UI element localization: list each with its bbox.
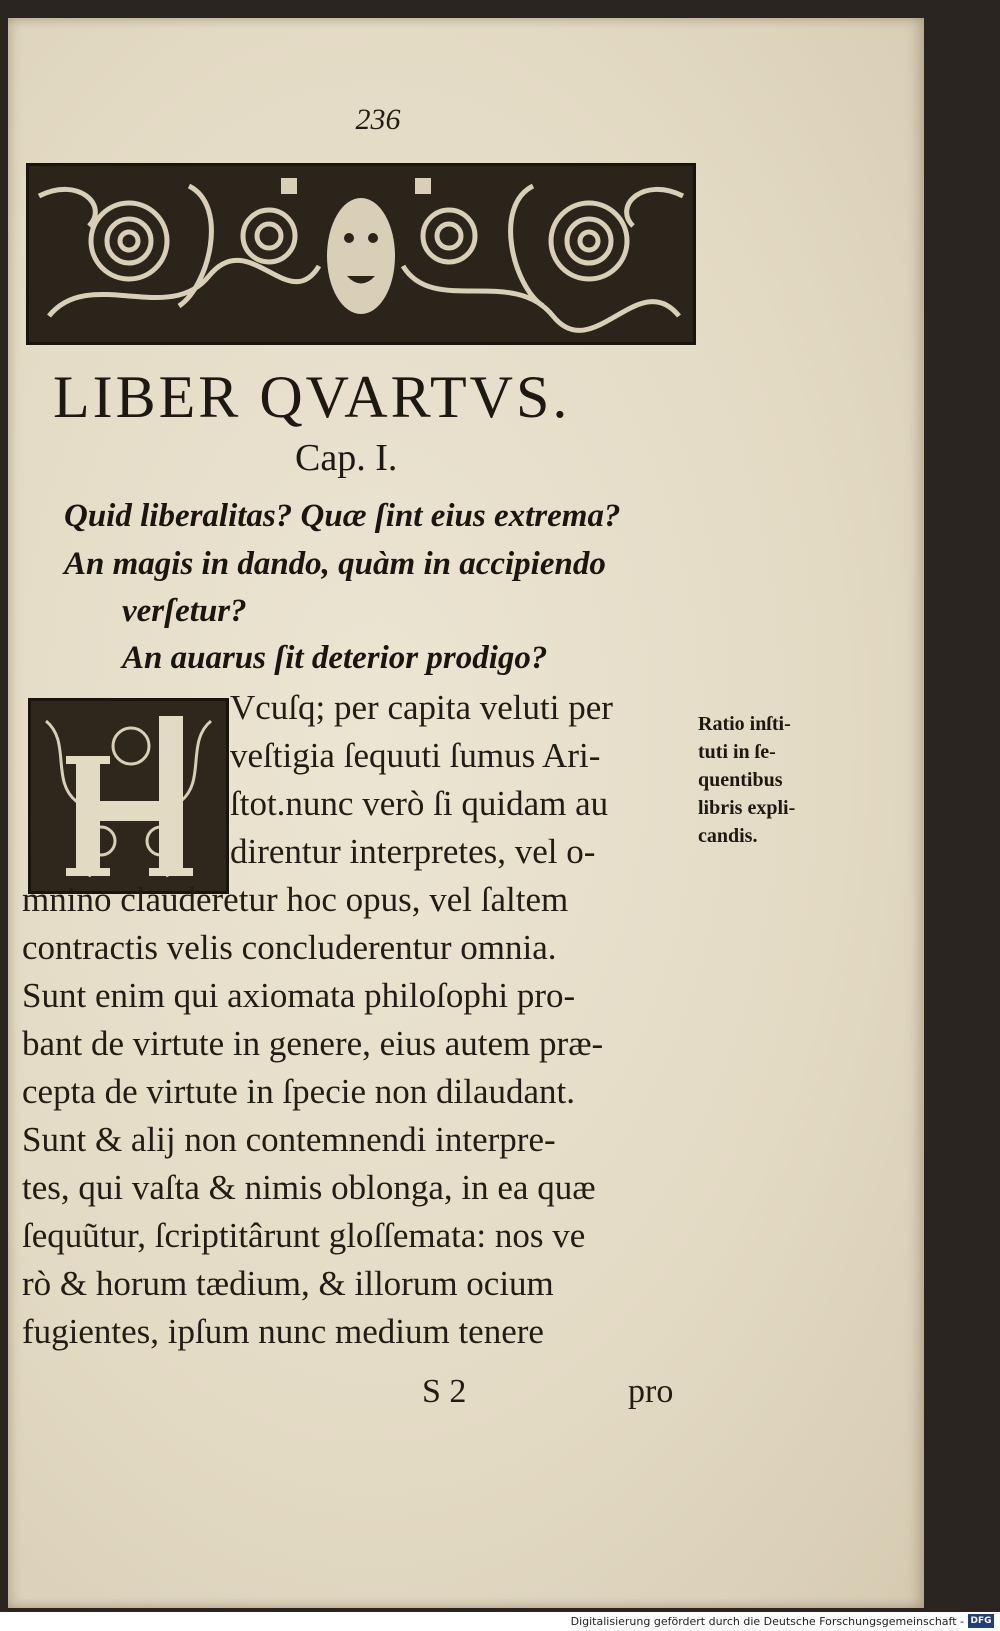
margin-note-line: quentibus: [698, 769, 783, 791]
book-title: LIBER QVARTVS.: [53, 364, 571, 430]
footer-credit: Digitalisierung gefördert durch die Deutsche Forschungsgemeinschaft -: [570, 1615, 964, 1628]
body-text-line: direntur interpretes, vel o-: [230, 832, 596, 871]
margin-note-line: candis.: [698, 825, 758, 847]
body-text-line: Sunt & alij non contemnendi interpre-: [22, 1120, 556, 1159]
body-text-line: fugientes, ipſum nunc medium tenere: [22, 1312, 544, 1351]
body-text-line: mnino clauderetur hoc opus, vel ſaltem: [22, 880, 569, 919]
question-line: An magis in dando, quàm in accipiendo: [64, 546, 606, 582]
question-line: An auarus ſit deterior prodigo?: [122, 640, 548, 676]
body-text-line: contractis velis concluderentur omnia.: [22, 928, 557, 967]
catchword: pro: [628, 1373, 674, 1410]
digitization-footer: [0, 1612, 1000, 1631]
body-text-line: tes, qui vaſta & nimis oblonga, in ea quæ: [22, 1168, 596, 1207]
dfg-logo: DFG: [968, 1614, 994, 1628]
book-page: [8, 18, 924, 1608]
body-text-line: Sunt enim qui axiomata philoſophi pro-: [22, 976, 576, 1015]
chapter-heading: Cap. I.: [295, 437, 398, 479]
margin-note-line: libris expli-: [698, 797, 796, 819]
signature-mark: S 2: [422, 1373, 467, 1410]
body-text-line: rò & horum tædium, & illorum ocium: [22, 1264, 554, 1303]
decorated-initial-h: [28, 698, 229, 894]
woodcut-headpiece-ornament: [26, 163, 696, 345]
question-line: verſetur?: [122, 593, 247, 629]
margin-note-line: tuti in ſe-: [698, 741, 776, 763]
margin-note-line: Ratio inſti-: [698, 713, 791, 735]
question-line: Quid liberalitas? Quæ ſint eius extrema?: [64, 498, 621, 534]
page-number: 236: [355, 103, 401, 136]
body-text-line: Vcuſq; per capita veluti per: [230, 688, 613, 727]
body-text-line: veſtigia ſequuti ſumus Ari-: [230, 736, 601, 775]
body-text-line: ſequũtur, ſcriptitârunt gloſſemata: nos ve: [22, 1216, 586, 1255]
body-text-line: ſtot.nunc verò ſi quidam au: [230, 784, 609, 823]
body-text-line: bant de virtute in genere, eius autem præ-: [22, 1024, 604, 1063]
body-text-line: cepta de virtute in ſpecie non dilaudant.: [22, 1072, 575, 1111]
